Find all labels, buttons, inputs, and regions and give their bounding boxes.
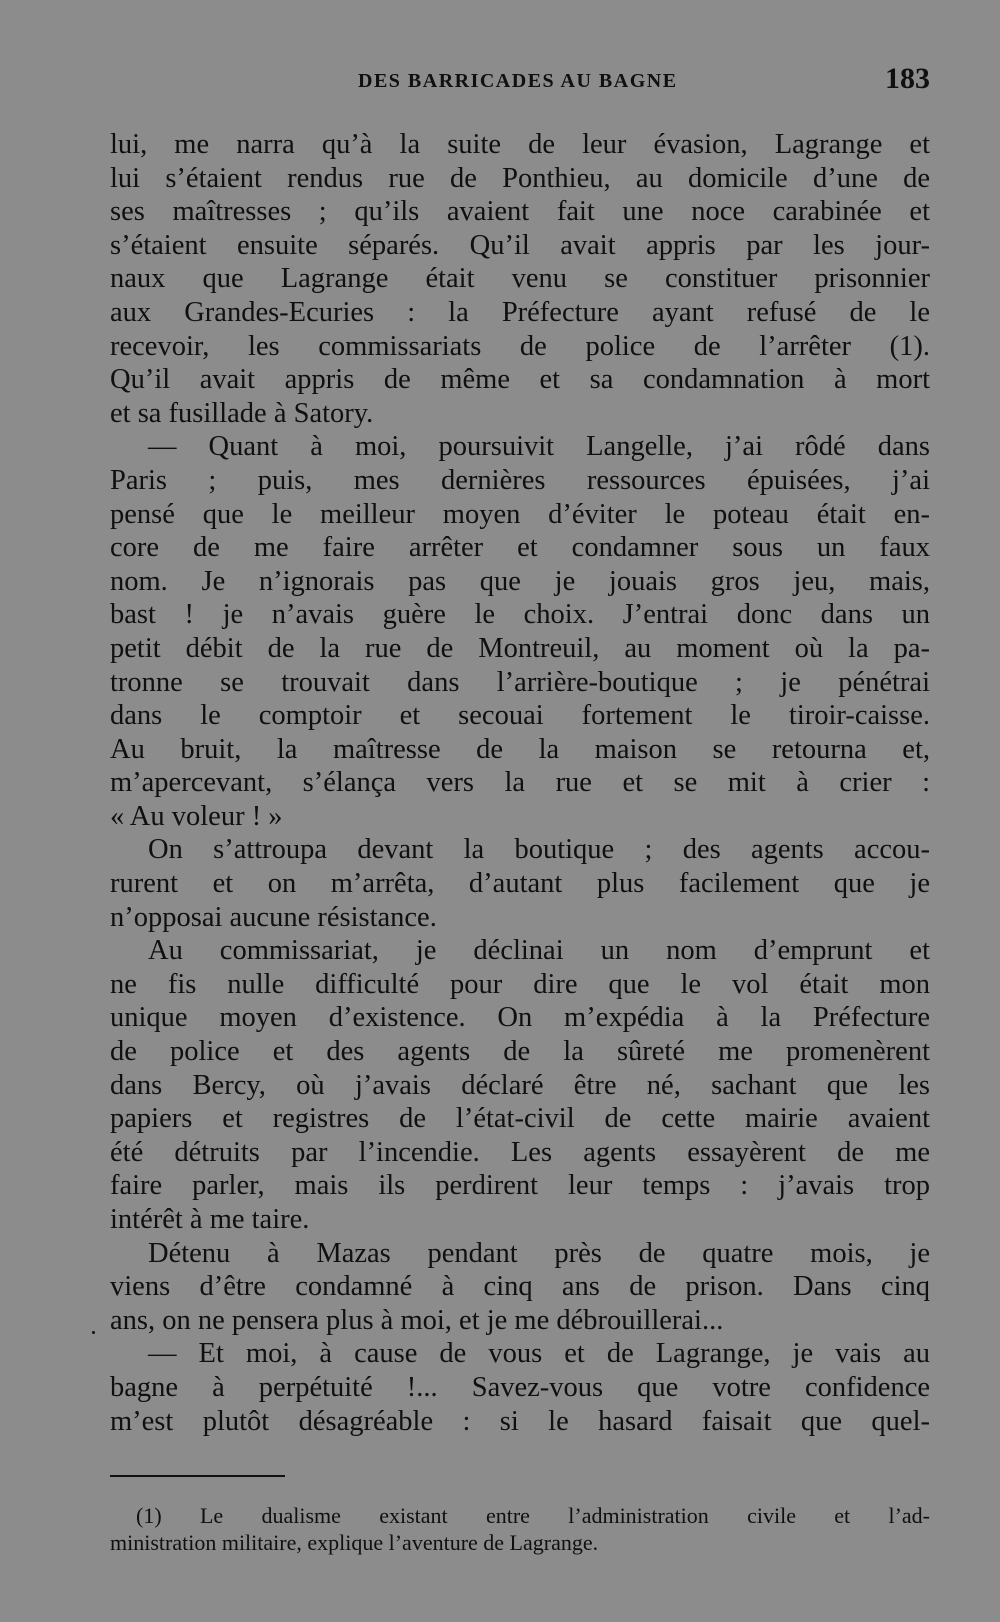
text-line: dans le comptoir et secouai fortement le tiroir-caisse. [110,700,930,732]
text-line: faire parler, mais ils perdirent leur temps : j’avais trop [110,1170,930,1202]
text-line: On s’attroupa devant la boutique ; des agents accou- [148,834,930,866]
text-line: naux que Lagrange était venu se constituer prisonnier [110,263,930,295]
text-line: tronne se trouvait dans l’arrière-boutique ; je pénétrai [110,666,930,698]
text-line: — Et moi, à cause de vous et de Lagrange, je vais au [148,1338,930,1370]
text-line: unique moyen d’existence. On m’expédia à la Préfecture [110,1002,930,1034]
text-line: s’étaient ensuite séparés. Qu’il avait appris par les jour- [110,229,930,261]
text-line: nom. Je n’ignorais pas que je jouais gros jeu, mais, [110,565,930,597]
text-line: papiers et registres de l’état-civil de cette mairie avaient [110,1103,930,1135]
text-line: n’opposai aucune résistance. [110,901,437,933]
text-line: « Au voleur ! » [110,800,283,832]
text-line: rurent et on m’arrêta, d’autant plus facilement que je [110,868,930,900]
text-line: Paris ; puis, mes dernières ressources épuisées, j’ai [110,464,930,496]
text-line: — Quant à moi, poursuivit Langelle, j’ai rôdé dans [148,431,930,463]
text-line: Au bruit, la maîtresse de la maison se retourna et, [110,733,930,765]
text-line: de police et des agents de la sûreté me promenèrent [110,1036,930,1068]
text-line: petit débit de la rue de Montreuil, au moment où la pa- [110,632,930,664]
text-line: core de me faire arrêter et condamner sous un faux [110,532,930,564]
footnote-line: ministration militaire, explique l’aventure de Lagrange. [110,1530,599,1555]
text-line: m’apercevant, s’élança vers la rue et se mit à crier : [110,767,930,799]
text-line: Au commissariat, je déclinai un nom d’emprunt et [148,935,930,967]
footnote-line: (1) Le dualisme existant entre l’administration civile et l’ad- [136,1503,930,1528]
text-line: été détruits par l’incendie. Les agents essayèrent de me [110,1136,930,1168]
text-line: Qu’il avait appris de même et sa condamnation à mort [110,364,930,396]
text-line: et sa fusillade à Satory. [110,397,374,429]
page-number: 183 [885,62,930,95]
text-line: lui, me narra qu’à la suite de leur évasion, Lagrange et [110,129,930,160]
text-line: ne fis nulle difficulté pour dire que le vol était mon [110,968,930,1000]
stray-ink-mark [92,1331,95,1334]
text-line: bagne à perpétuité !... Savez-vous que votre confidence [110,1371,930,1403]
footnote [110,1502,930,1556]
text-line: m’est plutôt désagréable : si le hasard faisait que quel- [110,1405,930,1437]
text-line: pensé que le meilleur moyen d’éviter le poteau était en- [110,498,930,530]
text-line: intérêt à me taire. [110,1204,310,1235]
footnote-rule [110,1475,285,1477]
text-line: recevoir, les commissariats de police de l’arrêter (1). [110,330,930,362]
running-title: DES BARRICADES AU BAGNE [358,70,678,92]
text-line: Détenu à Mazas pendant près de quatre mois, je [148,1237,930,1269]
text-line: viens d’être condamné à cinq ans de prison. Dans cinq [110,1271,930,1303]
text-line: lui s’étaient rendus rue de Ponthieu, au domicile d’une de [110,162,930,194]
body-text [110,128,930,1438]
text-line: ans, on ne pensera plus à moi, et je me débrouillerai... [110,1304,724,1336]
text-line: ses maîtresses ; qu’ils avaient fait une noce carabinée et [110,196,930,228]
text-line: aux Grandes-Ecuries : la Préfecture ayant refusé de le [110,296,930,328]
text-line: dans Bercy, où j’avais déclaré être né, sachant que les [110,1069,930,1101]
text-line: bast ! je n’avais guère le choix. J’entrai donc dans un [110,599,930,631]
page-header [110,62,930,102]
